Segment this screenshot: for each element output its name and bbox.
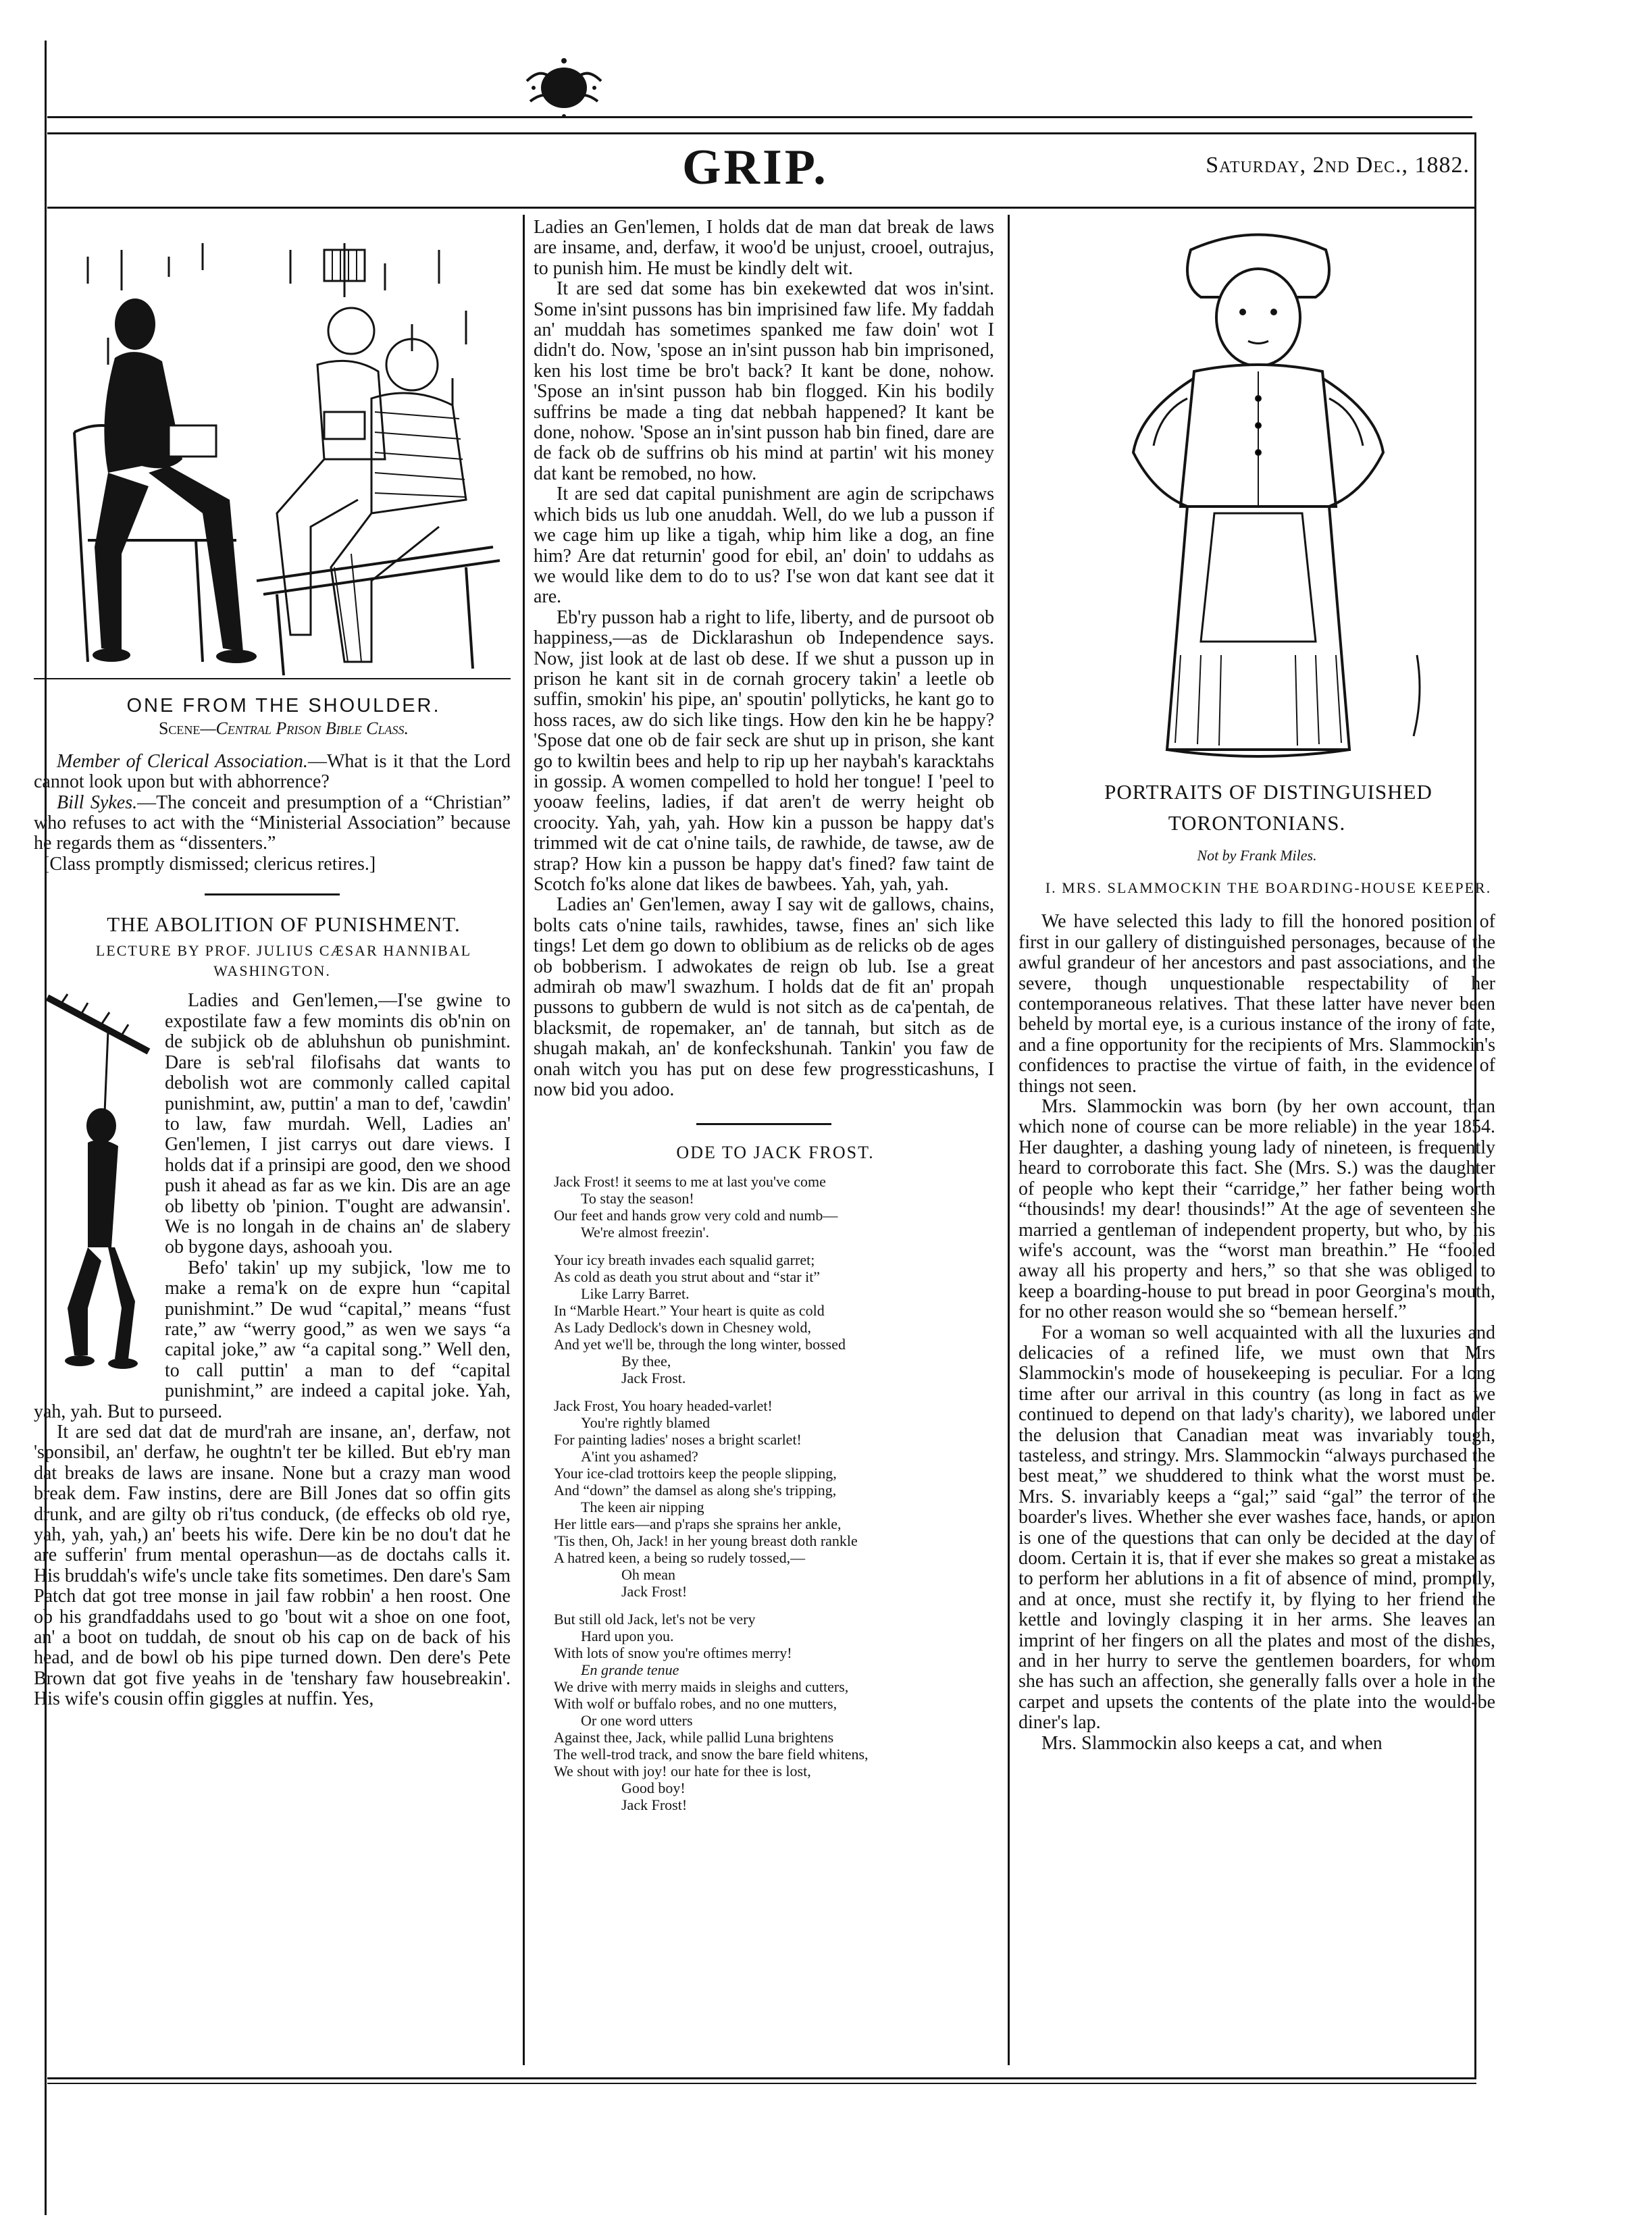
- portraits-byline: Not by Frank Miles.: [1197, 847, 1317, 864]
- poem-line: In “Marble Heart.” Your heart is quite as cold: [554, 1301, 825, 1319]
- article-paragraph: Befo' takin' up my subjick, 'low me to make a rema'k on de expre hun “capital punishmint.” De wud “capital,” means “fust rate,” aw “werry good,” as wen we says “a capital joke,” aw “a capital song.” Well den, to call puttin' a man to def “capital punishmint,” are indeed a capital joke. Yah, yah, yah. But to purseed.: [34, 1257, 511, 1422]
- column-2: [534, 217, 994, 1824]
- poem-line: Or one word utters: [581, 1711, 693, 1729]
- poem-line: We shout with joy! our hate for thee is lost,: [554, 1762, 811, 1780]
- poem-line: Good boy!: [621, 1779, 686, 1796]
- article-paragraph: Ladies an' Gen'lemen, away I say wit de gallows, chains, bolts cats o'nine tails, rawhides, tawse, fines an' sich like tings! Let dem go down to oblibium as de relicks ob de ages ob bobberism. I adwokates de reign ob lub. Ise a great admirah ob maw'l swazhum. I holds dat de fit an' propah pussons to gubbern de wuld is not sitch as de ca'pentah, de blacksmit, de ropemaker, an' de tannah, but sitch as de shugah makah, an' de konfeckshunah. Tankin' you faw de onah witch you has put on dese few progressticashuns, I now bid you adoo.: [534, 894, 994, 1101]
- article-paragraph: It are sed dat capital punishment are agin de scripchaws which bids us lub one anuddah. Well, do we lub a pusson if we cage him up like a tigah, whip him like a dog, an fine him? Are dat returnin' good for ebil, an' doin' to uddahs as we would like dem to do to us? I'se won dat kant see dat it are.: [534, 484, 994, 608]
- article-paragraph: It are sed dat some has bin exekewted dat wos in'sint. Some in'sint pussons has bin imprisined faw life. My faddah an' muddah has sometimes spanked me faw doin' wot I didn't do. Now, 'spose an in'sint pusson hab bin imprisoned, ken his lost time be bro't back? It kant be done, nohow. 'Spose an in'sint pusson hab bin flogged. Kin his bodily suffrins be made a ting dat nebbah happened? It kant be done, nohow. 'Spose an in'sint pusson hab bin fined, dare are de fack ob de suffrins ob his mind at partin' wit his money dat kant be remobed, no how.: [534, 278, 994, 484]
- portraits-title: PORTRAITS OF DISTINGUISHED TORONTONIANS.: [1104, 780, 1432, 835]
- poem-line: Like Larry Barret.: [581, 1284, 690, 1302]
- dialogue-text: —The conceit and presumption of a “Christian” who refuses to act with the “Ministerial Association” because he regards them as “dissenters.”: [34, 791, 511, 854]
- poem-line: En grande tenue: [581, 1661, 679, 1678]
- poem-body: [534, 1173, 994, 1813]
- portraits-paragraph: Mrs. Slammockin also keeps a cat, and when: [1041, 1732, 1383, 1754]
- poem-line: Jack Frost!: [621, 1582, 688, 1600]
- poem-line: Your ice-clad trottoirs keep the people slipping,: [554, 1464, 837, 1482]
- portraits-paragraph: Mrs. Slammockin was born (by her own account, than which none of course can be more reliable) in the year 1854. Her daughter, a dashing young lady of nineteen, is frequently heard to corroborate this fact. She (Mrs. S.) was the daughter of people who kept their “carridge,” her father being worth “thousinds! my dear! thousinds!” At the age of seventeen she married a gentleman of independent property, but who, by his wife's account, was the “worst man breathin.” He “fooled away all his property and hers,” so that she was obliged to keep a boarding-house to put bread in poor Georgina's mouth, for no other reason would she so “bemean herself.”: [1018, 1096, 1495, 1323]
- hanging-man-illustration: [34, 991, 155, 1382]
- poem-line: Jack Frost! it seems to me at last you've come: [554, 1172, 826, 1190]
- column-3: [1018, 223, 1495, 1754]
- poem-line: The keen air nipping: [581, 1498, 704, 1515]
- dialogue-speaker: Bill Sykes.: [57, 791, 138, 813]
- poem-line: A hatred keen, a being so rudely tossed,—: [554, 1549, 806, 1566]
- cartoon-dialogue-2: [34, 793, 511, 854]
- article-byline: LECTURE BY PROF. JULIUS CÆSAR HANNIBAL WASHINGTON.: [95, 941, 472, 980]
- poem-stanza: [554, 1251, 994, 1386]
- column-rule-1: [523, 215, 525, 2065]
- article-paragraph: Ladies an Gen'lemen, I holds dat de man dat break de laws are insame, and, derfaw, it woo'd be unjust, crooel, outrajus, to punish him. He must be kindly delt wit.: [534, 217, 994, 279]
- poem-line: Her little ears—and p'raps she sprains her ankle,: [554, 1515, 842, 1532]
- section-divider: [205, 893, 340, 895]
- poem-line: Against thee, Jack, while pallid Luna brightens: [554, 1728, 834, 1746]
- poem-line: By thee,: [621, 1352, 671, 1370]
- poem-line: Jack Frost, You hoary headed-varlet!: [554, 1397, 773, 1414]
- portraits-paragraph: We have selected this lady to fill the honored position of first in our gallery of distinguished personages, because of the awful grandeur of her ancestors and past associations, and the severe, though unquestionable respectability of her contemporaneous relatives. That these latter have never been beheld by mortal eye, is a curious instance of the irony of fate, and a fine opportunity for the recipients of Mrs. Slammockin's confidences to practise the virtue of faith, in the evidence of things not seen.: [1018, 911, 1495, 1097]
- article-body: [34, 991, 511, 1709]
- column-rule-2: [1008, 215, 1010, 2065]
- section-divider: [696, 1123, 831, 1125]
- cartoon-scene: [34, 719, 511, 739]
- portraits-subtitle: I. MRS. SLAMMOCKIN THE BOARDING-HOUSE KEEPER.: [1045, 879, 1492, 897]
- poem-line: Jack Frost.: [621, 1369, 686, 1386]
- cartoon-title: ONE FROM THE SHOULDER.: [126, 695, 441, 717]
- masthead-ornament-icon: [520, 54, 608, 122]
- poem-line: As cold as death you strut about and “star it”: [554, 1268, 821, 1285]
- portraits-paragraph: For a woman so well acquainted with all the luxuries and delicacies of a refined life, we must own that Mrs Slammockin's mode of housekeeping is peculiar. For a long time after our arrival in this country (as long in fact as we continued to depend on that lady's charity), we labored under the delusion that Canadian meat was invariably tough, tasteless, and stringy. Mrs. Slammockin “always purchased the best meat,” we shuddered to think what the worst must be. Mrs. S. invariably keeps a “gal;” said “gal” the terror of the boarder's lives. Whether she ever washes face, hands, or apron is one of the questions that can only be decided at the day of doom. Certain it is, that if ever she makes so great a mistake as to perform her ablutions in a fit of absence of mind, promptly, and at once, must she rectify it, by flying to her friend the kettle and lovingly clasping it in her arms. She leaves an imprint of her fingers on all the plates and most of the dishes, and in her hurry to serve the gentlemen boarders, for whom she has such an affection, she generally falls over a hole in the carpet and upsets the contents of the plate into the would-be diner's lap.: [1018, 1322, 1495, 1734]
- cartoon-scene-text: —Central Prison Bible Class.: [200, 719, 409, 739]
- article-paragraph: It are sed dat dat de murd'rah are insane, an', derfaw, not 'sponsibil, an' derfaw, he oughtn't ter be killed. But eb'ry man dat breaks de laws are insane. None but a crazy man wood break dem. Faw instins, dere are Bill Jones dat so offin gits drunk, and are gilty ob ri'tus conduck, (de effecks ob old rye, yah, yah, yah,) an' beets his wife. Dere kin be no dou't dat he are sufferin' frum mental operashun—as de doctahs calls it. His bruddah's wife's uncle take fits sometimes. Den dare's Sam Patch dat got tree monse in jail faw robbin' a hen roost. One ob his grandfaddahs used to go 'bout wit a shoe on one foot, an' a boot on tuddah, de snout ob his cap on de back of his head, and de bowl ob his pipe turned down. Den dere's Pete Brown dat got five yeahs in de 'tenshary faw housebreakin'. His wife's cousin offin giggles at nuffin. Yes,: [34, 1422, 511, 1710]
- dialogue-speaker: Member of Clerical Association.: [57, 750, 308, 772]
- poem-line: The well-trod track, and snow the bare field whitens,: [554, 1745, 869, 1763]
- dialogue-text: —What is it that the Lord cannot look upon but with abhorrence?: [34, 750, 511, 793]
- poem-stanza: [554, 1397, 994, 1600]
- poem-line: For painting ladies' noses a bright scarlet!: [554, 1430, 802, 1448]
- poem-line: We're almost freezin'.: [581, 1223, 710, 1241]
- cartoon-scene-label: Scene: [158, 719, 201, 739]
- poem-line: To stay the season!: [581, 1189, 694, 1207]
- bible-class-cartoon-illustration: [34, 230, 511, 689]
- poem-line: 'Tis then, Oh, Jack! in her young breast doth rankle: [554, 1532, 858, 1549]
- column-1: [34, 230, 511, 1710]
- poem-line: A'int you ashamed?: [581, 1447, 698, 1465]
- poem-line: We drive with merry maids in sleighs and cutters,: [554, 1678, 849, 1695]
- poem-title: ODE TO JACK FROST.: [676, 1143, 875, 1163]
- frame-top-rule: [47, 132, 1476, 134]
- cartoon-stage-direction: [Class promptly dismissed; clericus retires.]: [43, 853, 376, 875]
- article-title: THE ABOLITION OF PUNISHMENT.: [107, 912, 461, 937]
- poem-line: As Lady Dedlock's down in Chesney wold,: [554, 1318, 811, 1336]
- frame-bottom-rule-2: [47, 2083, 1476, 2084]
- poem-line: Jack Frost!: [621, 1796, 688, 1813]
- masthead-title: GRIP.: [682, 140, 829, 195]
- poem-line: With lots of snow you're oftimes merry!: [554, 1644, 792, 1661]
- frame-bottom-rule: [47, 2077, 1476, 2079]
- poem-line: And “down” the damsel as along she's tripping,: [554, 1481, 837, 1499]
- poem-line: With wolf or buffalo robes, and no one mutters,: [554, 1694, 837, 1712]
- masthead-bottom-rule: [47, 207, 1476, 209]
- poem-line: And yet we'll be, through the long winter, bossed: [554, 1335, 846, 1353]
- poem-stanza: [554, 1173, 994, 1241]
- cartoon-dialogue-1: [34, 752, 511, 793]
- top-rule: [47, 116, 1472, 118]
- masthead-date: Saturday, 2nd Dec., 1882.: [1206, 153, 1470, 178]
- poem-line: Our feet and hands grow very cold and numb—: [554, 1206, 838, 1224]
- poem-line: Hard upon you.: [581, 1627, 674, 1644]
- poem-line: Your icy breath invades each squalid garret;: [554, 1251, 815, 1268]
- article-paragraph: Eb'ry pusson hab a right to life, liberty, and de pursoot ob happiness,—as de Dicklarashun ob Independence says. Now, jist look at de last ob dese. If we shut a pusson up in prison he kant sit in de cornah grocery takin' a leetle ob suffin, smokin' his pipe, an' spoutin' pollyticks, he kant go to hoss races, aw do sich like tings. How den kin he be happy? 'Spose dat one ob de fair seck are shut up in prison, she kant go to kwiltin bees and help to rip up her naybah's karacktahs in gossip. A women compelled to hold her tongue! I 'peel to yooaw feelins, ladies, if dat aren't de werry height ob croocity. Yah, yah, yah. How kin a pusson be happy dat's trimmed wit de cat o'nine tails, de rawhide, de tawse, aw de strap? How kin a pusson be happy dat's fined? faw taint de Scotch fo'ks alone dat likes de bawbees. Yah, yah, yah.: [534, 606, 994, 895]
- poem-stanza: [554, 1611, 994, 1813]
- boarding-house-keeper-portrait: [1018, 223, 1495, 763]
- poem-line: Oh mean: [621, 1565, 676, 1583]
- article-paragraph: Ladies and Gen'lemen,—I'se gwine to expostilate faw a few momints dis ob'nin on de subjick ob de abluhshun ob punishmint. Dare is seb'ral filofisahs dat wants to debolish wot are commonly called capital punishmint, aw, puttin' a man to def, 'cawdin' to law, faw murdah. Well, Ladies an' Gen'lemen, I jist carrys out dare views. I holds dat if a prinsipi are good, den we shood push it ahead as far as we kin. Dis are an age ob libetty ob 'pinion. T'ought are adwansin'. We is no longah in de chains an' de slabery ob bygone days, ashooah you.: [165, 990, 511, 1258]
- poem-line: You're rightly blamed: [581, 1413, 711, 1431]
- poem-line: But still old Jack, let's not be very: [554, 1610, 756, 1628]
